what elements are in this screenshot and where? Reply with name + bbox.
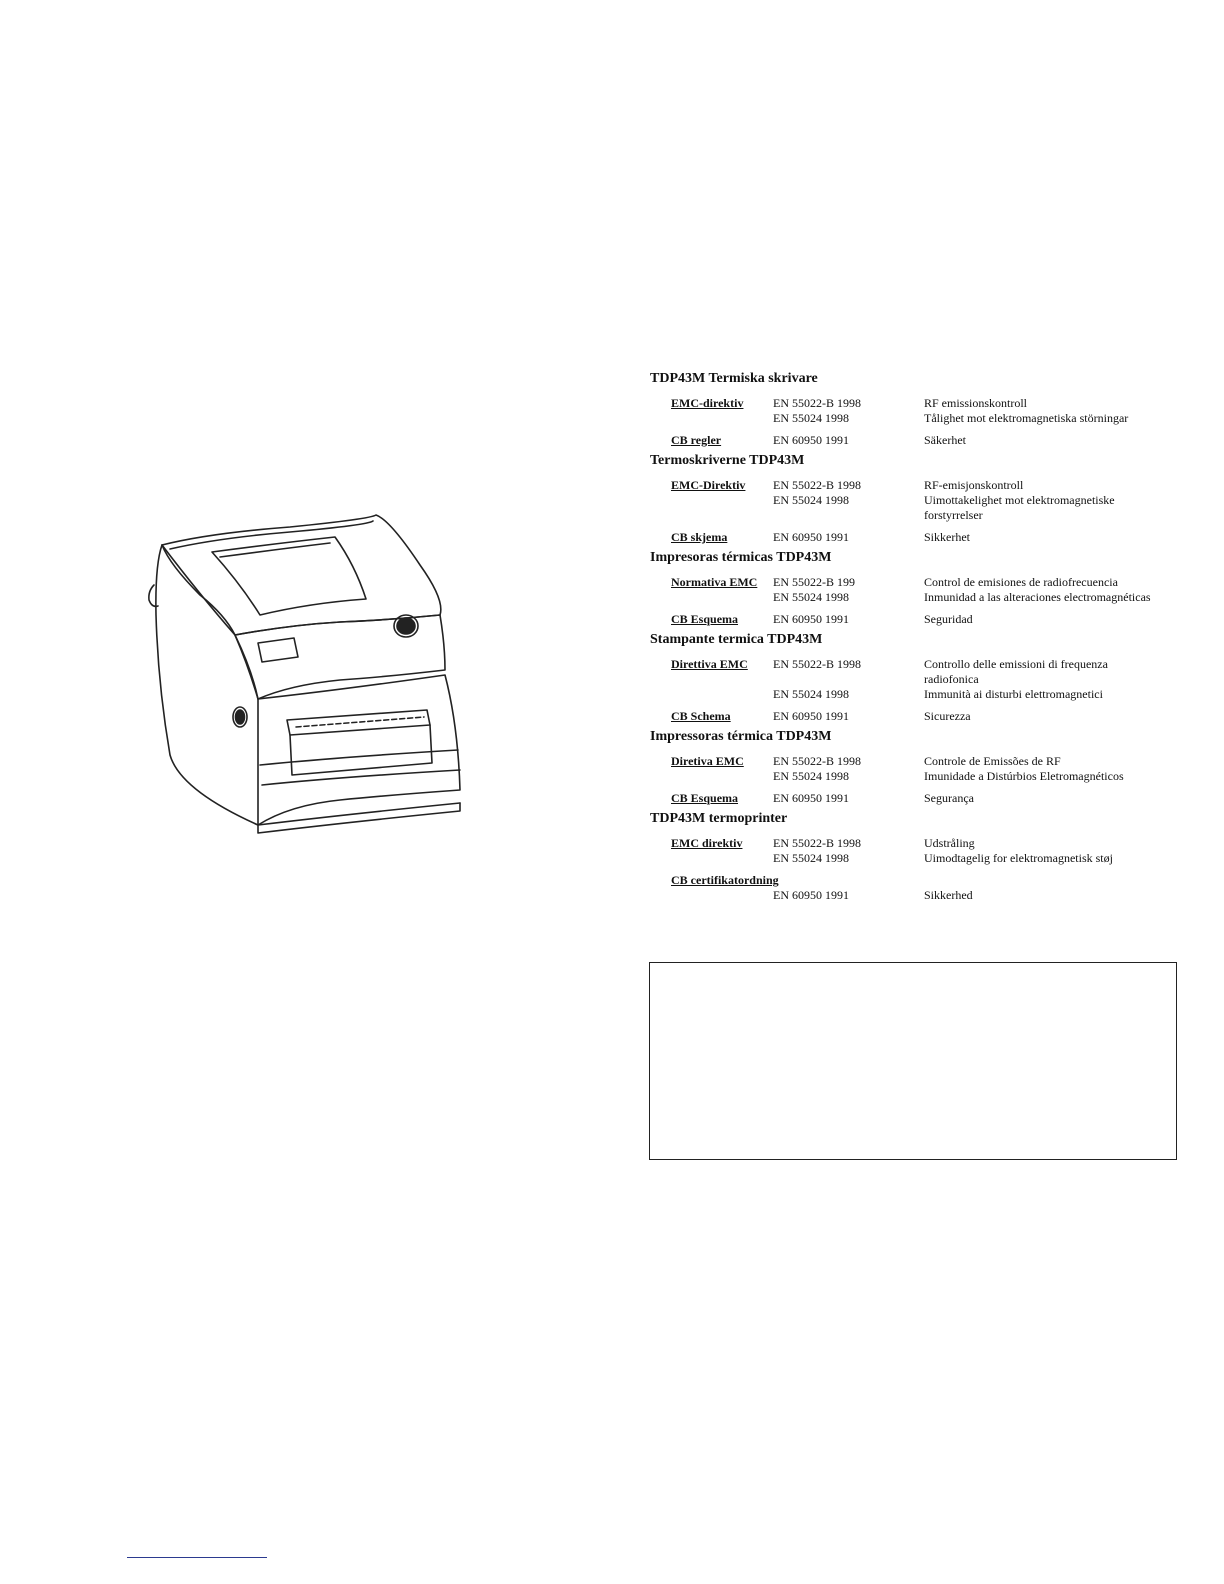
standard-code: EN 60950 1991 <box>773 612 849 626</box>
standard-code: EN 60950 1991 <box>773 709 849 723</box>
footer-rule <box>127 1557 267 1558</box>
standard-description: Sikkerhed <box>924 888 973 902</box>
standards-row <box>650 657 1190 672</box>
directive-label-spacer <box>650 851 773 866</box>
standard-code: EN 55022-B 1998 <box>773 754 861 768</box>
standards-row <box>650 575 1190 590</box>
standards-group <box>650 575 1190 605</box>
standard-code: EN 55024 1998 <box>773 687 849 701</box>
section-title: Stampante termica TDP43M <box>650 632 823 647</box>
compliance-list <box>650 370 1190 907</box>
standard-code: EN 55022-B 1998 <box>773 657 861 671</box>
directive-label: Normativa EMC <box>671 575 758 589</box>
standard-description: Imunidade a Distúrbios Eletromagnéticos <box>924 769 1124 783</box>
standards-row <box>650 590 1190 605</box>
standards-group <box>650 873 1190 903</box>
standard-description: Uimottakelighet mot elektromagnetiske <box>924 493 1115 507</box>
standard-code: EN 60950 1991 <box>773 888 849 902</box>
section-title: TDP43M termoprinter <box>650 811 788 826</box>
standard-description: radiofonica <box>924 672 979 686</box>
standards-row <box>650 851 1190 866</box>
directive-label-spacer <box>650 769 773 784</box>
directive-label: EMC-Direktiv <box>671 478 746 492</box>
standards-row <box>650 769 1190 784</box>
standards-row <box>650 396 1190 411</box>
standards-group <box>650 433 1190 448</box>
standard-code: EN 60950 1991 <box>773 530 849 544</box>
standard-description: Controllo delle emissioni di frequenza <box>924 657 1108 671</box>
directive-label: EMC direktiv <box>671 836 743 850</box>
section-title: Impressoras térmica TDP43M <box>650 729 832 744</box>
standards-row <box>650 836 1190 851</box>
standard-description: Säkerhet <box>924 433 966 447</box>
standard-code: EN 55022-B 1998 <box>773 396 861 410</box>
standards-row <box>650 508 1190 523</box>
directive-label-spacer <box>650 672 773 687</box>
standard-code: EN 60950 1991 <box>773 791 849 805</box>
standard-description: Uimodtagelig for elektromagnetisk støj <box>924 851 1113 865</box>
directive-label: CB Schema <box>671 709 731 723</box>
standards-row <box>650 754 1190 769</box>
standards-group <box>650 612 1190 627</box>
standard-description: Udstråling <box>924 836 975 850</box>
standard-code: EN 55024 1998 <box>773 851 849 865</box>
standard-description: RF emissionskontroll <box>924 396 1028 410</box>
section-danish <box>650 810 1190 903</box>
standard-description: Tålighet mot elektromagnetiska störningar <box>924 411 1129 425</box>
standard-code: EN 60950 1991 <box>773 433 849 447</box>
directive-label-spacer <box>650 888 773 903</box>
standards-row <box>650 687 1190 702</box>
standards-row <box>650 411 1190 426</box>
directive-label: CB regler <box>671 433 722 447</box>
directive-label: CB Esquema <box>671 791 739 805</box>
standard-description: Control de emisiones de radiofrecuencia <box>924 575 1118 589</box>
directive-label: Diretiva EMC <box>671 754 744 768</box>
section-title: TDP43M Termiska skrivare <box>650 371 818 386</box>
section-title: Impresoras térmicas TDP43M <box>650 550 832 565</box>
directive-label-spacer <box>650 411 773 426</box>
standard-description: Sicurezza <box>924 709 971 723</box>
directive-label-spacer <box>650 590 773 605</box>
standards-group <box>650 396 1190 426</box>
standards-row <box>650 672 1190 687</box>
standard-description: RF-emisjonskontroll <box>924 478 1024 492</box>
section-portuguese <box>650 728 1190 806</box>
standard-code: EN 55024 1998 <box>773 769 849 783</box>
standard-description: Inmunidad a las alteraciones electromagnéticas <box>924 590 1151 604</box>
standard-code: EN 55022-B 199 <box>773 575 855 589</box>
standard-code: EN 55024 1998 <box>773 493 849 507</box>
standards-row <box>650 612 1190 627</box>
directive-label: CB certifikatordning <box>671 873 779 887</box>
directive-label: EMC-direktiv <box>671 396 744 410</box>
section-swedish <box>650 370 1190 448</box>
empty-notice-box <box>649 962 1177 1160</box>
section-italian <box>650 631 1190 724</box>
standards-group <box>650 836 1190 866</box>
standard-code: EN 55022-B 1998 <box>773 836 861 850</box>
directive-label: CB Esquema <box>671 612 739 626</box>
standard-code <box>773 508 924 523</box>
standard-code: EN 55024 1998 <box>773 590 849 604</box>
directive-label: CB skjema <box>671 530 728 544</box>
directive-label-spacer <box>650 508 773 523</box>
standards-row <box>650 709 1190 724</box>
standard-description: Segurança <box>924 791 974 805</box>
standard-code: EN 55024 1998 <box>773 411 849 425</box>
standards-group <box>650 478 1190 523</box>
section-title: Termoskriverne TDP43M <box>650 453 805 468</box>
section-norwegian <box>650 452 1190 545</box>
standard-code <box>773 672 924 687</box>
directive-label-spacer <box>650 687 773 702</box>
standards-row <box>650 530 1190 545</box>
standards-group <box>650 709 1190 724</box>
standards-row <box>650 478 1190 493</box>
directive-label-spacer <box>650 493 773 508</box>
standards-row <box>650 493 1190 508</box>
directive-label: Direttiva EMC <box>671 657 748 671</box>
standards-row <box>650 888 1190 903</box>
standards-group <box>650 657 1190 702</box>
standard-description: forstyrrelser <box>924 508 983 522</box>
standard-description: Immunità ai disturbi elettromagnetici <box>924 687 1103 701</box>
standard-code: EN 55022-B 1998 <box>773 478 861 492</box>
standards-group <box>650 754 1190 784</box>
standard-description: Sikkerhet <box>924 530 970 544</box>
standards-row <box>650 791 1190 806</box>
standard-description: Controle de Emissões de RF <box>924 754 1061 768</box>
section-spanish <box>650 549 1190 627</box>
standards-group <box>650 530 1190 545</box>
standards-row <box>650 433 1190 448</box>
printer-illustration <box>140 505 470 840</box>
standard-description: Seguridad <box>924 612 973 626</box>
standards-group <box>650 791 1190 806</box>
